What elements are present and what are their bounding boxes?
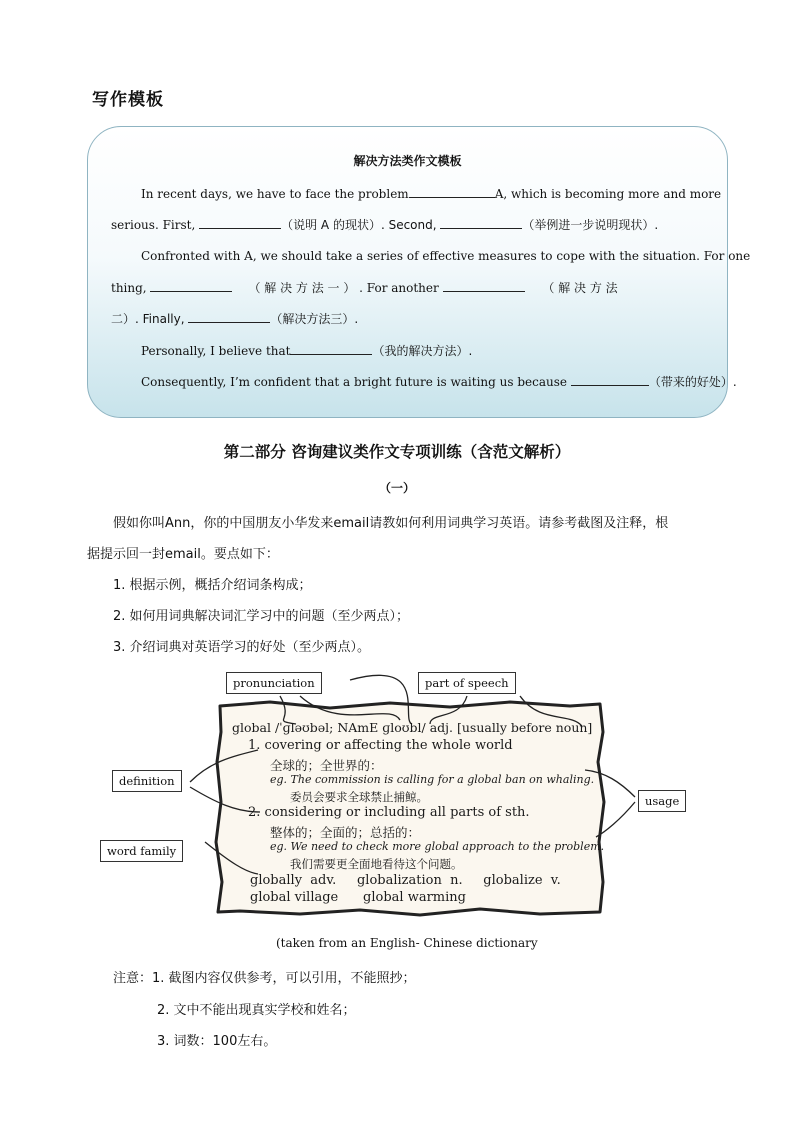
- dict-sense-1-example-cn: 委员会要求全球禁止捕鲸。: [290, 790, 428, 804]
- text: （解决方法三）.: [270, 312, 359, 326]
- text: serious. First,: [111, 218, 196, 232]
- task-item-3: 3. 介绍词典对英语学习的好处（至少两点）。: [113, 640, 371, 655]
- task-paragraph-line-1: 假如你叫Ann，你的中国朋友小华发来email请教如何利用词典学习英语。请参考截图及注释，根: [113, 516, 669, 531]
- template-line-1: [141, 185, 721, 202]
- blank: [571, 373, 649, 386]
- dict-word-family-1: globally adv. globalization n. globalize v.: [250, 873, 561, 888]
- dict-sense-2-cn: 整体的；全面的；总括的：: [270, 825, 421, 840]
- part-title: 第二部分 咨询建议类作文专项训练（含范文解析）: [223, 443, 571, 461]
- blank: [409, 185, 495, 198]
- text: （说明 A 的现状）. Second,: [281, 218, 437, 232]
- text: （我的解决方法）.: [372, 344, 473, 358]
- blank: [150, 279, 232, 292]
- template-line-4: [111, 279, 618, 296]
- section-heading: 写作模板: [92, 90, 164, 110]
- template-line-3: Confronted with A, we should take a series of effective measures to cope with the situation. For one: [141, 249, 751, 263]
- task-paragraph-line-2: 据提示回一封email。要点如下：: [87, 547, 279, 562]
- note-1: 注意：1. 截图内容仅供参考，可以引用，不能照抄；: [113, 971, 416, 986]
- image-caption: (taken from an English- Chinese dictionary: [276, 936, 538, 950]
- callout-usage: usage: [638, 790, 686, 812]
- blank: [440, 216, 522, 229]
- blank: [188, 310, 270, 323]
- dict-sense-2-example-cn: 我们需要更全面地看待这个问题。: [290, 857, 463, 871]
- text: A, which is becoming more and more: [494, 187, 722, 201]
- text: （带来的好处）.: [648, 375, 737, 389]
- dict-sense-2-example: eg. We need to check more global approach to the problem.: [270, 840, 605, 853]
- text: 二）. Finally,: [111, 312, 185, 326]
- note-2: 2. 文中不能出现真实学校和姓名；: [157, 1003, 356, 1018]
- dict-sense-1-example: eg. The commission is calling for a global ban on whaling.: [270, 773, 595, 786]
- blank: [199, 216, 281, 229]
- note-3: 3. 词数：100左右。: [157, 1034, 277, 1049]
- dict-headword: global /ˈɡləʊbəl; NAmE ɡloʊbl/ adj. [usually before noun]: [232, 720, 593, 735]
- template-title: 解决方法类作文模板: [353, 154, 462, 168]
- text: （举例进一步说明现状）.: [522, 218, 659, 232]
- callout-part-of-speech: part of speech: [418, 672, 516, 694]
- dict-sense-2: 2. considering or including all parts of sth.: [248, 805, 530, 820]
- callout-definition: definition: [112, 770, 182, 792]
- callout-word-family: word family: [100, 840, 183, 862]
- text: Consequently, I’m confident that a bright future is waiting us because: [141, 375, 567, 389]
- text: thing,: [111, 281, 147, 295]
- text: Personally, I believe that: [141, 344, 291, 358]
- text: （ 解 决 方 法: [542, 281, 618, 295]
- template-line-6: [141, 342, 472, 359]
- text: （ 解 决 方 法 一 ）: [248, 281, 356, 295]
- dict-word-family-2: global village global warming: [250, 890, 466, 905]
- blank: [443, 279, 525, 292]
- task-item-2: 2. 如何用词典解决词汇学习中的问题（至少两点）；: [113, 609, 410, 624]
- blank: [290, 342, 372, 355]
- template-line-7: [141, 373, 737, 390]
- callout-pronunciation: pronunciation: [226, 672, 322, 694]
- text: . For another: [359, 281, 439, 295]
- dict-sense-1-cn: 全球的；全世界的：: [270, 758, 383, 773]
- template-line-5: [111, 310, 358, 327]
- dict-sense-1: 1. covering or affecting the whole world: [248, 738, 513, 753]
- task-item-1: 1. 根据示例，概括介绍词条构成；: [113, 578, 312, 593]
- sub-title: （一）: [378, 481, 415, 495]
- text: In recent days, we have to face the problem: [141, 187, 409, 201]
- template-line-2: [111, 216, 658, 233]
- dictionary-illustration: [100, 662, 710, 922]
